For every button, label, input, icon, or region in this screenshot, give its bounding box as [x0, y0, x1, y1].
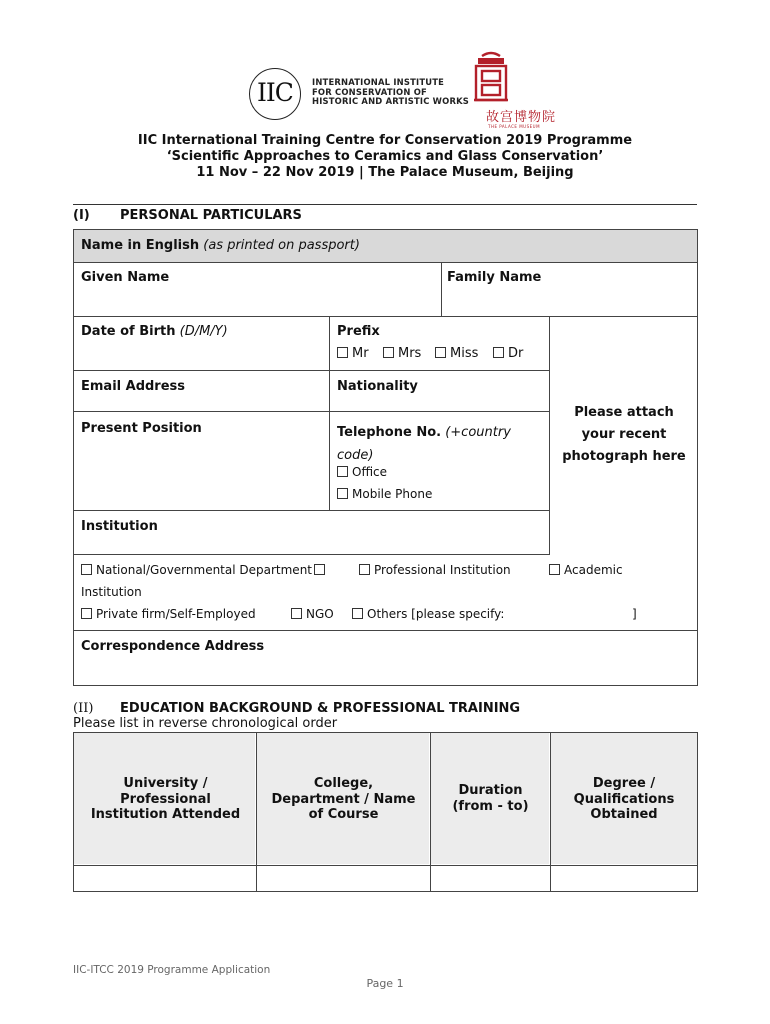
- edu-cell-university[interactable]: [74, 866, 256, 891]
- grid-line: [441, 262, 442, 316]
- col-college-line-2: Department / Name: [271, 791, 416, 807]
- photo-line-1: Please attach: [574, 405, 674, 420]
- institution-option-private[interactable]: [81, 607, 256, 621]
- phone-office-label: Office: [352, 465, 388, 479]
- grid-line: [73, 891, 698, 892]
- col-duration-line-2: (from - to): [452, 798, 529, 814]
- section-2-note: Please list in reverse chronological order: [73, 716, 338, 731]
- iic-logo-name: [312, 78, 469, 107]
- grid-line: [73, 229, 74, 686]
- checkbox-icon: [435, 347, 446, 358]
- programme-dates: 11 Nov – 22 Nov 2019 | The Palace Museum, Beijing: [196, 165, 574, 180]
- checkbox-icon: [359, 564, 370, 575]
- section-2-title: EDUCATION BACKGROUND & PROFESSIONAL TRAINING: [120, 701, 521, 716]
- grid-line: [73, 411, 550, 412]
- correspondence-address-field[interactable]: Correspondence Address: [81, 639, 265, 654]
- grid-line: [329, 316, 330, 510]
- name-in-english-note: (as printed on passport): [203, 238, 360, 253]
- programme-subtitle: ‘Scientific Approaches to Ceramics and Glass Conservation’: [166, 149, 604, 164]
- iic-logo-letters: IIC: [257, 78, 293, 107]
- institution-ngo-label: NGO: [306, 607, 334, 621]
- prefix-option-dr[interactable]: [493, 346, 523, 361]
- checkbox-icon: [337, 488, 348, 499]
- grid-line: [73, 316, 698, 317]
- checkbox-icon: [81, 564, 92, 575]
- edu-cell-college[interactable]: [257, 866, 430, 891]
- dob-label: Date of Birth: [81, 324, 176, 339]
- col-university-line-2: Professional: [120, 791, 211, 807]
- palace-museum-logo-subtext: THE PALACE MUSEUM: [488, 124, 541, 129]
- photo-placeholder[interactable]: [551, 402, 697, 468]
- col-university-line-3: Institution Attended: [90, 807, 241, 822]
- institution-national-label: National/Governmental Department: [96, 563, 312, 577]
- grid-line: [73, 510, 550, 511]
- grid-line: [697, 229, 698, 686]
- checkbox-icon: [549, 564, 560, 575]
- telephone-note-1: (+country: [445, 425, 511, 440]
- column-header-college: [257, 776, 430, 823]
- prefix-miss-label: Miss: [450, 346, 479, 361]
- iic-name-line-1: INTERNATIONAL INSTITUTE: [312, 77, 445, 87]
- iic-logo: [249, 68, 301, 120]
- col-university-line-1: University /: [123, 776, 208, 791]
- email-address-field[interactable]: Email Address: [81, 379, 186, 394]
- checkbox-icon: [352, 608, 363, 619]
- col-degree-line-1: Degree /: [592, 776, 656, 791]
- checkbox-icon: [337, 466, 348, 477]
- family-name-field[interactable]: Family Name: [447, 270, 542, 285]
- col-degree-line-3: Obtained: [590, 807, 658, 822]
- grid-line: [73, 685, 698, 686]
- checkbox-icon: [314, 564, 325, 575]
- grid-line: [549, 316, 550, 554]
- institution-academic-cont: Institution: [81, 585, 142, 599]
- institution-option-others[interactable]: [352, 607, 504, 621]
- grid-line: [73, 262, 698, 263]
- telephone-text: Telephone No.: [337, 425, 442, 440]
- grid-line: [73, 630, 698, 631]
- given-name-field[interactable]: Given Name: [81, 270, 170, 285]
- institution-professional-label: Professional Institution: [374, 563, 511, 577]
- prefix-mrs-label: Mrs: [398, 346, 422, 361]
- phone-option-office[interactable]: [337, 465, 387, 479]
- col-degree-line-2: Qualifications: [573, 791, 675, 807]
- grid-line: [73, 554, 550, 555]
- telephone-label: [337, 421, 511, 467]
- column-header-degree: [551, 776, 697, 823]
- name-in-english-text: Name in English: [81, 238, 200, 253]
- prefix-dr-label: Dr: [508, 346, 524, 361]
- edu-cell-degree[interactable]: [551, 866, 697, 891]
- dob-format: (D/M/Y): [179, 324, 228, 339]
- name-in-english-label: [81, 238, 360, 253]
- institution-option-academic[interactable]: [549, 563, 623, 577]
- iic-name-line-3: HISTORIC AND ARTISTIC WORKS: [312, 96, 470, 106]
- checkbox-icon: [81, 608, 92, 619]
- section-1-title: PERSONAL PARTICULARS: [120, 208, 302, 223]
- institution-field[interactable]: Institution: [81, 519, 158, 534]
- footer-page-number: Page 1: [366, 977, 404, 990]
- section-1-number: (I): [73, 208, 90, 223]
- grid-line: [73, 370, 550, 371]
- iic-name-line-2: FOR CONSERVATION OF: [312, 86, 427, 97]
- section-divider: [73, 204, 697, 205]
- prefix-option-mrs[interactable]: [383, 346, 421, 361]
- grid-line: [697, 732, 698, 892]
- programme-title: IIC International Training Centre for Conservation 2019 Programme: [137, 133, 633, 148]
- col-college-line-1: College,: [313, 776, 374, 791]
- section-2-number: (II): [73, 701, 94, 716]
- present-position-field[interactable]: Present Position: [81, 421, 202, 436]
- checkbox-icon: [291, 608, 302, 619]
- date-of-birth-field[interactable]: [81, 324, 228, 339]
- phone-option-mobile[interactable]: [337, 487, 432, 501]
- checkbox-icon: [383, 347, 394, 358]
- column-header-university: [74, 776, 257, 823]
- institution-private-label: Private firm/Self-Employed: [96, 607, 256, 621]
- checkbox-icon: [493, 347, 504, 358]
- prefix-option-miss[interactable]: [435, 346, 478, 361]
- prefix-label: Prefix: [337, 324, 380, 339]
- column-header-duration: [431, 783, 550, 814]
- grid-line: [73, 732, 698, 733]
- institution-option-professional[interactable]: [359, 563, 511, 577]
- telephone-note-2: code): [337, 448, 374, 463]
- prefix-mr-label: Mr: [352, 346, 369, 361]
- prefix-option-mr[interactable]: [337, 346, 369, 361]
- nationality-field[interactable]: Nationality: [337, 379, 418, 394]
- col-duration-line-1: Duration: [458, 783, 523, 798]
- palace-museum-logo-text: 故宫博物院: [486, 110, 557, 125]
- institution-others-label: Others [please specify:: [367, 607, 505, 621]
- institution-academic-label: Academic: [564, 563, 623, 577]
- institution-others-close: ]: [632, 607, 637, 621]
- checkbox-icon: [337, 347, 348, 358]
- edu-cell-duration[interactable]: [431, 866, 550, 891]
- grid-line: [73, 229, 698, 230]
- photo-line-3: photograph here: [562, 449, 686, 464]
- col-college-line-3: of Course: [308, 807, 379, 822]
- footer-document-name: IIC-ITCC 2019 Programme Application: [73, 964, 271, 976]
- photo-line-2: your recent: [581, 427, 667, 442]
- phone-mobile-label: Mobile Phone: [352, 487, 433, 501]
- institution-option-national[interactable]: [81, 563, 329, 577]
- institution-option-ngo[interactable]: [291, 607, 334, 621]
